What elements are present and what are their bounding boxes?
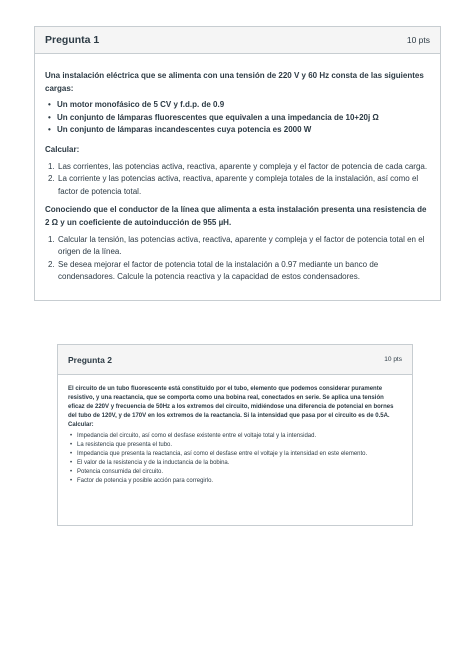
calc-item-number: 2. (48, 174, 55, 184)
question-1-title: Pregunta 1 (45, 34, 100, 46)
load-item: • Un conjunto de lámparas fluorescentes que equivalen a una impedancia de 10+20j Ω (45, 112, 430, 125)
question-2-card (57, 344, 413, 526)
line-task-text: Se desea mejorar el factor de potencia total de la instalación a 0.97 mediante un banco de condensadores. Calcule la potencia reactiva y la capacidad de estos condensadores. (58, 259, 379, 282)
list-item: • Impedancia del circuito, así como el desfase existente entre el voltaje total y la intensidad. (68, 432, 402, 441)
question-1-header (35, 27, 440, 54)
question-2-points: 10 pts (384, 356, 402, 363)
calc-item-text: Las corrientes, las potencias activa, reactiva, aparente y compleja y el factor de potencia de cada carga. (58, 161, 428, 171)
load-item: • Un conjunto de lámparas incandescentes cuya potencia es 2000 W (45, 124, 430, 137)
question-2-title: Pregunta 2 (68, 354, 112, 365)
line-task-number: 2. (48, 259, 55, 269)
calc-item-number: 1. (48, 161, 55, 171)
question-2-header (58, 345, 412, 375)
line-task-item (45, 259, 430, 284)
calc-label: Calcular: (45, 144, 80, 154)
question-2-body (58, 375, 412, 486)
question-2-list (68, 432, 402, 486)
calc-item (45, 173, 430, 198)
question-1-points: 10 pts (406, 35, 430, 45)
load-item: • Un motor monofásico de 5 CV y f.d.p. de 0.9 (45, 99, 430, 112)
question-1-intro: Una instalación eléctrica que se alimenta con una tensión de 220 V y 60 Hz consta de las siguientes cargas: (45, 71, 424, 93)
line-tasks-list (45, 234, 430, 284)
calc-item-text: La corriente y las potencias activa, reactiva, aparente y compleja totales de la instalación, así como el factor de potencia total. (58, 174, 419, 196)
line-task-text: Calcular la tensión, las potencias activa, reactiva, aparente y compleja y el factor de potencia total en el origen de la línea. (58, 234, 425, 257)
question-1-body (35, 54, 440, 284)
list-item: • Factor de potencia y posible acción para corregirlo. (68, 477, 402, 486)
line-task-number: 1. (48, 234, 55, 244)
line-task-item (45, 234, 430, 259)
list-item: • El valor de la resistencia y de la inductancia de la bobina. (68, 459, 402, 468)
list-item: • Potencia consumida del circuito. (68, 468, 402, 477)
line-conditions-text: Conociendo que el conductor de la línea que alimenta a esta instalación presenta una resistencia de 2 Ω y un coeficiente de autoinducción de 955 µH. (45, 205, 427, 227)
question-1-card (34, 26, 441, 301)
loads-list (45, 99, 430, 137)
calc-list (45, 161, 430, 199)
list-item: • La resistencia que presenta el tubo. (68, 441, 402, 450)
list-item: • Impedancia que presenta la reactancia, así como el desfase entre el voltaje y la intensidad en este elemento. (68, 450, 402, 459)
calc-item (45, 161, 430, 174)
question-2-intro: El circuito de un tubo fluorescente está constituido por el tubo, elemento que podemos considerar puramente resistivo, y una reactancia, que se comporta como una bobina real, conectados en serie. Se aplica una tensión eficaz de 220V y frecuencia de 50Hz a los extremos del circuito, midiéndose una diferencia de potencial en bornes del tubo de 120V, y de 170V en los extremos de la reactancia. Si la intensidad que pasa por el circuito es de 0.5A. Calcular: (68, 386, 394, 428)
